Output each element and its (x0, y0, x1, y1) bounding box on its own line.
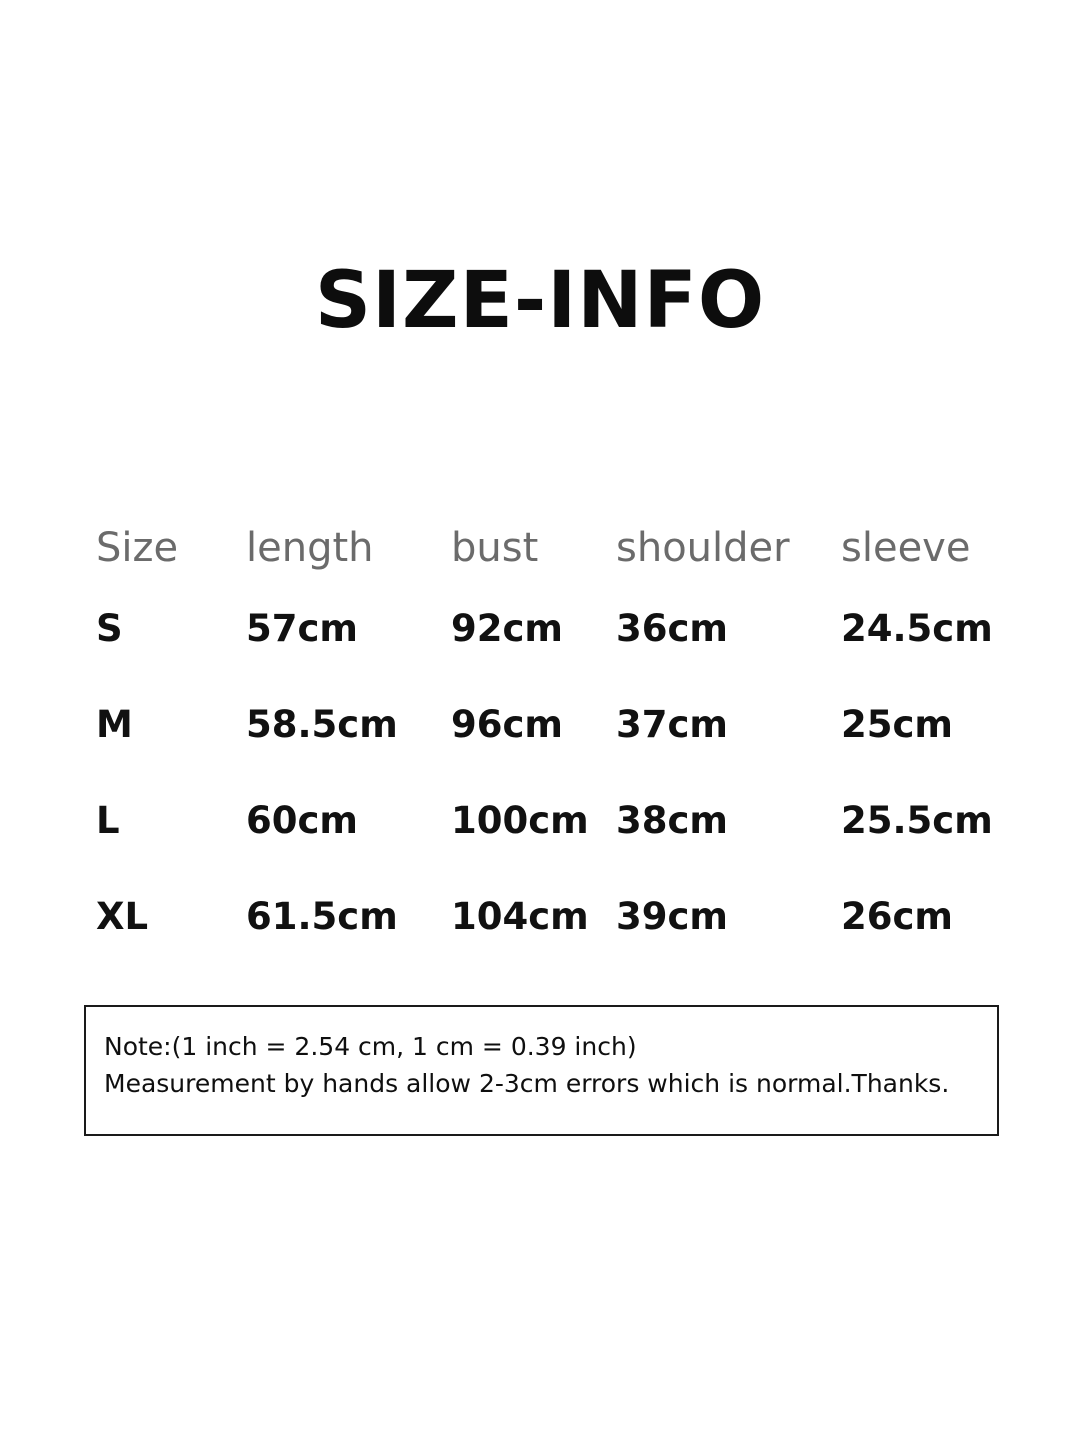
table-row (96, 799, 996, 895)
table-row (96, 607, 996, 703)
note-line-conversion: Note:(1 inch = 2.54 cm, 1 cm = 0.39 inch) (104, 1032, 637, 1061)
cell-shoulder: 37cm (616, 703, 728, 746)
cell-bust: 96cm (451, 703, 563, 746)
cell-length: 57cm (246, 607, 358, 650)
table-header-row (96, 525, 996, 607)
cell-bust: 92cm (451, 607, 563, 650)
cell-bust: 104cm (451, 895, 589, 938)
cell-size: L (96, 799, 120, 842)
column-header-size: Size (96, 525, 179, 571)
cell-shoulder: 39cm (616, 895, 728, 938)
size-chart-table (96, 525, 996, 991)
table-row (96, 703, 996, 799)
column-header-sleeve: sleeve (841, 525, 971, 571)
cell-bust: 100cm (451, 799, 589, 842)
cell-length: 60cm (246, 799, 358, 842)
note-line-tolerance: Measurement by hands allow 2-3cm errors which is normal.Thanks. (104, 1068, 950, 1098)
cell-sleeve: 25cm (841, 703, 953, 746)
cell-size: S (96, 607, 123, 650)
cell-size: XL (96, 895, 149, 938)
column-header-shoulder: shoulder (616, 525, 790, 571)
column-header-bust: bust (451, 525, 539, 571)
cell-sleeve: 24.5cm (841, 607, 993, 650)
page-title: SIZE-INFO (314, 256, 766, 346)
cell-length: 58.5cm (246, 703, 398, 746)
cell-shoulder: 36cm (616, 607, 728, 650)
note-box (84, 1005, 999, 1136)
cell-sleeve: 26cm (841, 895, 953, 938)
column-header-length: length (246, 525, 374, 571)
cell-shoulder: 38cm (616, 799, 728, 842)
cell-size: M (96, 703, 133, 746)
cell-length: 61.5cm (246, 895, 398, 938)
table-row (96, 895, 996, 991)
cell-sleeve: 25.5cm (841, 799, 993, 842)
